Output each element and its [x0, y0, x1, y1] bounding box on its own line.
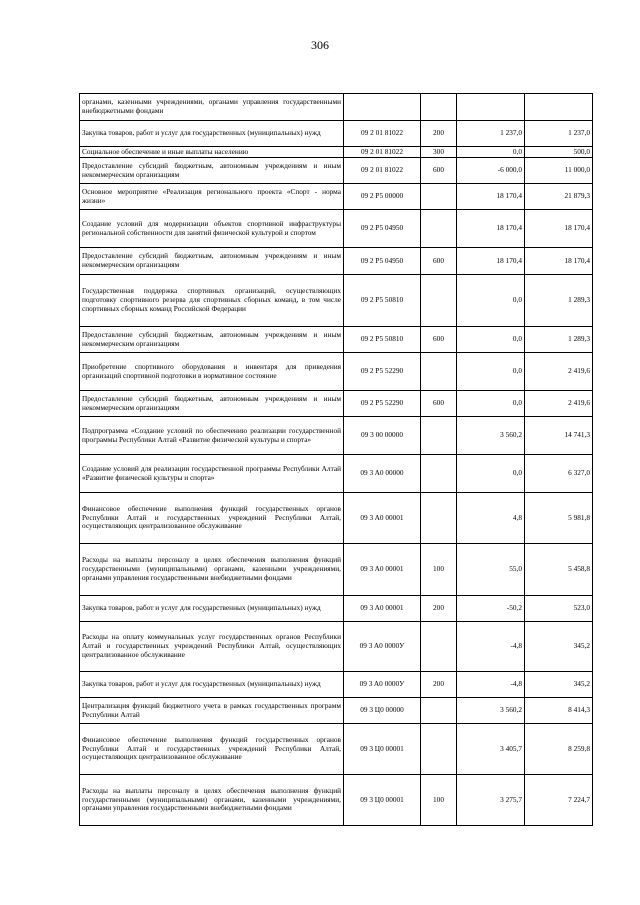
row-name: Расходы на оплату коммунальных услуг государственных органов Республики Алтай и государственных учреждений Республики Алтай, осуществляющих централизованное обслуживание — [80, 622, 344, 672]
row-target-code: 09 2 P5 50810 — [344, 327, 421, 353]
row-amount-change — [457, 94, 525, 121]
row-expense-type — [421, 184, 457, 210]
row-amount-total: 7 224,7 — [525, 775, 593, 826]
table-row — [80, 353, 593, 391]
row-amount-change: -50,2 — [457, 596, 525, 622]
row-target-code: 09 3 A0 00001 — [344, 493, 421, 544]
table-row — [80, 493, 593, 544]
budget-table-body — [80, 94, 593, 826]
row-expense-type — [421, 275, 457, 327]
row-target-code: 09 3 A0 00000 — [344, 455, 421, 493]
budget-table — [79, 93, 593, 826]
row-expense-type: 600 — [421, 248, 457, 275]
row-target-code: 09 3 Ц0 00001 — [344, 775, 421, 826]
row-amount-change: -4,8 — [457, 622, 525, 672]
row-target-code: 09 3 Ц0 00001 — [344, 724, 421, 775]
row-amount-total: 2 419,6 — [525, 391, 593, 417]
row-name: Закупка товаров, работ и услуг для государственных (муниципальных) нужд — [80, 121, 344, 147]
table-row — [80, 391, 593, 417]
row-amount-change: 55,0 — [457, 544, 525, 596]
row-amount-change: 3 405,7 — [457, 724, 525, 775]
table-row — [80, 327, 593, 353]
row-amount-change: -4,8 — [457, 672, 525, 698]
row-expense-type: 100 — [421, 544, 457, 596]
row-expense-type: 600 — [421, 158, 457, 184]
row-name: Предоставление субсидий бюджетным, автономным учреждениям и иным некоммерческим организациям — [80, 248, 344, 275]
row-amount-total: 21 879,3 — [525, 184, 593, 210]
row-amount-total: 523,0 — [525, 596, 593, 622]
row-expense-type — [421, 417, 457, 455]
row-amount-change: 0,0 — [457, 353, 525, 391]
row-expense-type — [421, 455, 457, 493]
row-target-code: 09 3 A0 0000У — [344, 672, 421, 698]
row-amount-change: 0,0 — [457, 391, 525, 417]
row-amount-total: 5 458,8 — [525, 544, 593, 596]
row-amount-change: 18 170,4 — [457, 184, 525, 210]
row-name: Расходы на выплаты персоналу в целях обеспечения выполнения функций государственными (муниципальными) органами, казенными учреждениями, органами управления государственными внебюджетными фондами — [80, 775, 344, 826]
row-name: Централизация функций бюджетного учета в рамках государственных программ Республики Алтай — [80, 698, 344, 724]
row-target-code: 09 2 01 81022 — [344, 147, 421, 158]
row-name: Предоставление субсидий бюджетным, автономным учреждениям и иным некоммерческим организациям — [80, 158, 344, 184]
row-amount-total: 2 419,6 — [525, 353, 593, 391]
row-amount-change: 3 275,7 — [457, 775, 525, 826]
row-name: Основное мероприятие «Реализация регионального проекта «Спорт - норма жизни» — [80, 184, 344, 210]
table-row — [80, 158, 593, 184]
row-expense-type — [421, 622, 457, 672]
row-expense-type — [421, 94, 457, 121]
row-amount-change: -6 000,0 — [457, 158, 525, 184]
row-amount-total: 5 981,8 — [525, 493, 593, 544]
row-expense-type: 600 — [421, 327, 457, 353]
table-row — [80, 417, 593, 455]
row-amount-change: 4,8 — [457, 493, 525, 544]
row-amount-total — [525, 94, 593, 121]
table-row — [80, 698, 593, 724]
row-amount-change: 0,0 — [457, 147, 525, 158]
table-row — [80, 775, 593, 826]
row-amount-change: 0,0 — [457, 275, 525, 327]
row-target-code: 09 2 01 81022 — [344, 121, 421, 147]
row-amount-total: 18 170,4 — [525, 248, 593, 275]
row-amount-total: 8 414,3 — [525, 698, 593, 724]
row-amount-total: 345,2 — [525, 672, 593, 698]
row-expense-type: 200 — [421, 121, 457, 147]
table-row — [80, 94, 593, 121]
row-name: Закупка товаров, работ и услуг для государственных (муниципальных) нужд — [80, 596, 344, 622]
row-amount-total: 14 741,3 — [525, 417, 593, 455]
row-amount-change: 3 560,2 — [457, 417, 525, 455]
row-expense-type — [421, 698, 457, 724]
row-amount-change: 3 560,2 — [457, 698, 525, 724]
row-target-code: 09 2 P5 00000 — [344, 184, 421, 210]
row-name: Предоставление субсидий бюджетным, автономным учреждениям и иным некоммерческим организациям — [80, 391, 344, 417]
table-row — [80, 184, 593, 210]
table-row — [80, 724, 593, 775]
row-target-code: 09 2 P5 52290 — [344, 353, 421, 391]
row-expense-type: 200 — [421, 672, 457, 698]
row-target-code: 09 2 P5 04950 — [344, 248, 421, 275]
table-row — [80, 147, 593, 158]
table-row — [80, 275, 593, 327]
row-name: Приобретение спортивного оборудования и инвентаря для приведения организаций спортивной подготовки в нормативное состояние — [80, 353, 344, 391]
row-name: Расходы на выплаты персоналу в целях обеспечения выполнения функций государственными (муниципальными) органами, казенными учреждениями, органами управления государственными внебюджетными фондами — [80, 544, 344, 596]
row-name: Предоставление субсидий бюджетным, автономным учреждениям и иным некоммерческим организациям — [80, 327, 344, 353]
page-number: 306 — [311, 38, 329, 52]
table-row — [80, 210, 593, 248]
row-target-code: 09 2 P5 04950 — [344, 210, 421, 248]
table-row — [80, 544, 593, 596]
row-expense-type: 300 — [421, 147, 457, 158]
table-row — [80, 596, 593, 622]
table-row — [80, 622, 593, 672]
row-amount-total: 11 000,0 — [525, 158, 593, 184]
row-amount-change: 1 237,0 — [457, 121, 525, 147]
row-target-code: 09 2 01 81022 — [344, 158, 421, 184]
row-amount-total: 1 237,0 — [525, 121, 593, 147]
row-target-code — [344, 94, 421, 121]
row-amount-change: 18 170,4 — [457, 210, 525, 248]
row-amount-change: 18 170,4 — [457, 248, 525, 275]
row-amount-total: 500,0 — [525, 147, 593, 158]
row-expense-type — [421, 724, 457, 775]
row-name: Создание условий для модернизации объектов спортивной инфраструктуры региональной собственности для занятий физической культурой и спортом — [80, 210, 344, 248]
row-target-code: 09 3 00 00000 — [344, 417, 421, 455]
row-amount-total: 345,2 — [525, 622, 593, 672]
row-name: Создание условий для реализации государственной программы Республики Алтай «Развитие физической культуры и спорта» — [80, 455, 344, 493]
row-amount-total: 1 289,3 — [525, 275, 593, 327]
table-row — [80, 121, 593, 147]
row-name: Подпрограмма «Создание условий по обеспечению реализации государственной программы Республики Алтай «Развитие физической культуры и спорта» — [80, 417, 344, 455]
row-expense-type — [421, 493, 457, 544]
row-target-code: 09 3 A0 00001 — [344, 544, 421, 596]
row-target-code: 09 2 P5 50810 — [344, 275, 421, 327]
row-amount-change: 0,0 — [457, 455, 525, 493]
table-row — [80, 248, 593, 275]
row-amount-change: 0,0 — [457, 327, 525, 353]
table-row — [80, 672, 593, 698]
table-row — [80, 455, 593, 493]
row-expense-type: 200 — [421, 596, 457, 622]
row-expense-type: 600 — [421, 391, 457, 417]
row-name: Закупка товаров, работ и услуг для государственных (муниципальных) нужд — [80, 672, 344, 698]
row-expense-type — [421, 210, 457, 248]
row-target-code: 09 2 P5 52290 — [344, 391, 421, 417]
row-target-code: 09 3 A0 0000У — [344, 622, 421, 672]
row-amount-total: 8 259,8 — [525, 724, 593, 775]
row-target-code: 09 3 A0 00001 — [344, 596, 421, 622]
row-expense-type — [421, 353, 457, 391]
row-name: Государственная поддержка спортивных организаций, осуществляющих подготовку спортивного резерва для спортивных сборных команд, в том числе спортивных сборных команд Российской Федерации — [80, 275, 344, 327]
row-amount-total: 1 289,3 — [525, 327, 593, 353]
row-name: Финансовое обеспечение выполнения функций государственных органов Республики Алтай и государственных учреждений Республики Алтай, осуществляющих централизованное обслуживание — [80, 724, 344, 775]
row-expense-type: 100 — [421, 775, 457, 826]
row-amount-total: 18 170,4 — [525, 210, 593, 248]
row-name: Социальное обеспечение и иные выплаты населению — [80, 147, 344, 158]
row-amount-total: 6 327,0 — [525, 455, 593, 493]
row-name: Финансовое обеспечение выполнения функций государственных органов Республики Алтай и государственных учреждений Республики Алтай, осуществляющих централизованное обслуживание — [80, 493, 344, 544]
row-name: органами, казенными учреждениями, органами управления государственными внебюджетными фондами — [80, 94, 344, 121]
row-target-code: 09 3 Ц0 00000 — [344, 698, 421, 724]
